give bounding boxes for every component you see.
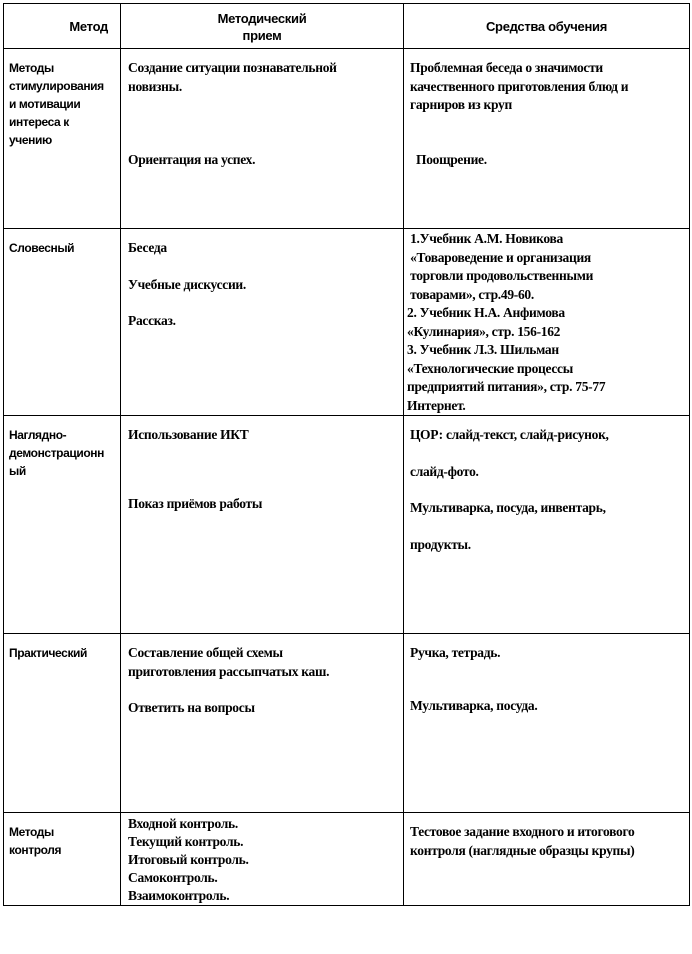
means-cell: Ручка, тетрадь. Мультиварка, посуда.: [404, 634, 690, 813]
technique-cell: Создание ситуации познавательной новизны. Ориентация на успех.: [121, 49, 404, 229]
technique-cell: Беседа Учебные дискуссии. Рассказ.: [121, 229, 404, 416]
methods-table: [3, 3, 690, 906]
header-technique-line1: Методический: [217, 11, 307, 26]
header-technique: [121, 4, 404, 49]
technique-cell: Составление общей схемы приготовления рассыпчатых каш. Ответить на вопросы: [121, 634, 404, 813]
table-row: [4, 813, 690, 906]
table-row: [4, 49, 690, 229]
header-technique-line2: прием: [242, 28, 282, 43]
means-cell: 1.Учебник А.М. Новикова «Товароведение и организация торговли продовольственными товарами», стр.49-60. 2. Учебник Н.А. Анфимова «Кулинария», стр. 156-162 3. Учебник Л.З. Шильман «Технологические процессы предприятий питания», стр. 75-77 Интернет.: [404, 229, 690, 416]
table-row: [4, 634, 690, 813]
technique-cell: Использование ИКТ Показ приёмов работы: [121, 416, 404, 634]
method-cell: Наглядно- демонстрационн ый: [4, 416, 121, 634]
means-cell: Проблемная беседа о значимости качественного приготовления блюд и гарниров из круп Поощрение.: [404, 49, 690, 229]
table-header-row: [4, 4, 690, 49]
table-row: [4, 229, 690, 416]
header-means: Средства обучения: [404, 4, 690, 49]
means-cell: Тестовое задание входного и итогового контроля (наглядные образцы крупы): [404, 813, 690, 906]
table-row: [4, 416, 690, 634]
method-cell: Методы стимулирования и мотивации интереса к учению: [4, 49, 121, 229]
technique-cell: Входной контроль. Текущий контроль. Итоговый контроль. Самоконтроль. Взаимоконтроль.: [121, 813, 404, 906]
method-cell: Методы контроля: [4, 813, 121, 906]
means-cell: ЦОР: слайд-текст, слайд-рисунок, слайд-фото. Мультиварка, посуда, инвентарь, продукты.: [404, 416, 690, 634]
method-cell: Словесный: [4, 229, 121, 416]
header-method: Метод: [4, 4, 121, 49]
method-cell: Практический: [4, 634, 121, 813]
